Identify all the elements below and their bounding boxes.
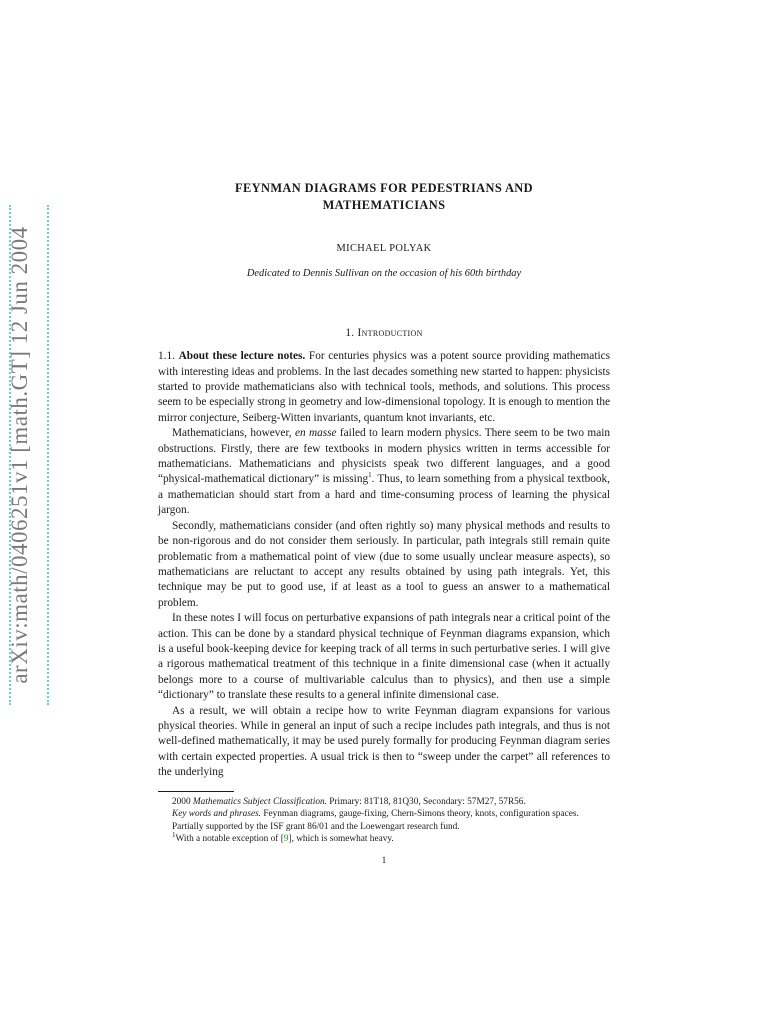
body-text bbox=[158, 349, 610, 780]
paragraph-3: Secondly, mathematicians consider (and often rightly so) many physical methods and results to be non-rigorous and do not consider them seriously. In particular, path integrals still remain quite problematic from a mathematical point of view (due to some usually unclear measure aspects), so mathematicians are reluctant to accept any results obtained by using path integrals. Yet, this technique may be put to good use, if at least as a tool to guess an answer to a mathematical problem. bbox=[158, 519, 610, 609]
arxiv-identifier: arXiv:math/0406251v1 [math.GT] 12 Jun 2004 bbox=[7, 226, 32, 684]
section-number: 1. bbox=[345, 326, 355, 339]
paper-page bbox=[158, 180, 610, 869]
footnote-divider bbox=[158, 791, 234, 792]
msc-year: 2000 bbox=[172, 796, 193, 807]
footnote-1-text-a: With a notable exception of [ bbox=[175, 834, 284, 845]
footnotes bbox=[158, 796, 610, 846]
citation-link[interactable]: 9 bbox=[283, 834, 289, 845]
paragraph-1 bbox=[158, 349, 610, 426]
section-heading bbox=[158, 326, 610, 341]
paragraph-5: As a result, we will obtain a recipe how to write Feynman diagram expansions for various physical theories. While in general an input of such a recipe includes path integrals, and thus is not well-defined mathematically, it may be used purely formally for producing Feynman diagram series with certain expected properties. A usual trick is then to “sweep under the carpet” all references to the underlying bbox=[158, 704, 610, 779]
subsection-number: 1.1. bbox=[158, 350, 175, 363]
footnote-1-marker: 1 bbox=[172, 831, 176, 840]
paragraph-1-text: For centuries physics was a potent source providing mathematics with interesting ideas and problems. In the last decades something new started to happen: physicists started to provide mathematicians also with technical tools, methods, and solutions. This process seem to be especially strong in geometry and low-dimensional topology. It is enough to mention the mirror conjecture, Seiberg-Witten invariants, quantum knot invariants, etc. bbox=[158, 350, 611, 424]
paper-title bbox=[158, 180, 610, 214]
keywords-label: Key words and phrases. bbox=[172, 809, 262, 820]
paragraph-2 bbox=[158, 426, 610, 518]
section-title: Introduction bbox=[357, 326, 423, 339]
footnote-marker[interactable]: 1 bbox=[368, 471, 372, 480]
subsection-title: About these lecture notes. bbox=[178, 350, 306, 363]
dedication: Dedicated to Dennis Sullivan on the occasion of his 60th birthday bbox=[246, 268, 522, 280]
footnote-keywords bbox=[158, 808, 610, 821]
footnote-msc bbox=[158, 796, 610, 809]
footnote-1 bbox=[158, 833, 610, 846]
title-line-2: MATHEMATICIANS bbox=[322, 198, 446, 212]
title-line-1: FEYNMAN DIAGRAMS FOR PEDESTRIANS AND bbox=[234, 181, 534, 195]
author-name: MICHAEL POLYAK bbox=[336, 243, 432, 254]
msc-text: Primary: 81T18, 81Q30, Secondary: 57M27, 57R56. bbox=[326, 796, 526, 807]
paragraph-2-text-c: . Thus, to learn something from a physical textbook, a mathematician should start from a hard and time-consuming process of learning the physical jargon. bbox=[158, 473, 610, 517]
keywords-text: Feynman diagrams, gauge-fixing, Chern-Simons theory, knots, configuration spaces. bbox=[261, 809, 579, 820]
paragraph-4: In these notes I will focus on perturbative expansions of path integrals near a critical point of the action. This can be done by a standard physical technique of Feynman diagrams expansion, which is a useful book-keeping device for keeping track of all terms in such perturbative series. I will give a rigorous mathematical treatment of this technique in a finite dimensional case (when it actually belongs more to a course of multivariable calculus than to physics), and then use a simple “dictionary” to translate these results to a general infinite dimensional case. bbox=[158, 612, 610, 702]
footnote-1-text-b: ], which is somewhat heavy. bbox=[288, 834, 394, 845]
paragraph-2-text-b: failed to learn modern physics. There seem to be two main obstructions. Firstly, there are few textbooks in modern physics written in terms accessible for mathematicians. Mathematicians and physicists speak two different languages, and a good “physical-mathematical dictionary” is missing bbox=[158, 427, 610, 486]
msc-label: Mathematics Subject Classification. bbox=[192, 796, 327, 807]
paragraph-2-text-a: Mathematicians, however, bbox=[172, 427, 295, 440]
paragraph-2-emphasis: en masse bbox=[294, 427, 337, 440]
page-number: 1 bbox=[381, 855, 387, 866]
footnote-support: Partially supported by the ISF grant 86/01 and the Loewengart research fund. bbox=[172, 821, 460, 832]
